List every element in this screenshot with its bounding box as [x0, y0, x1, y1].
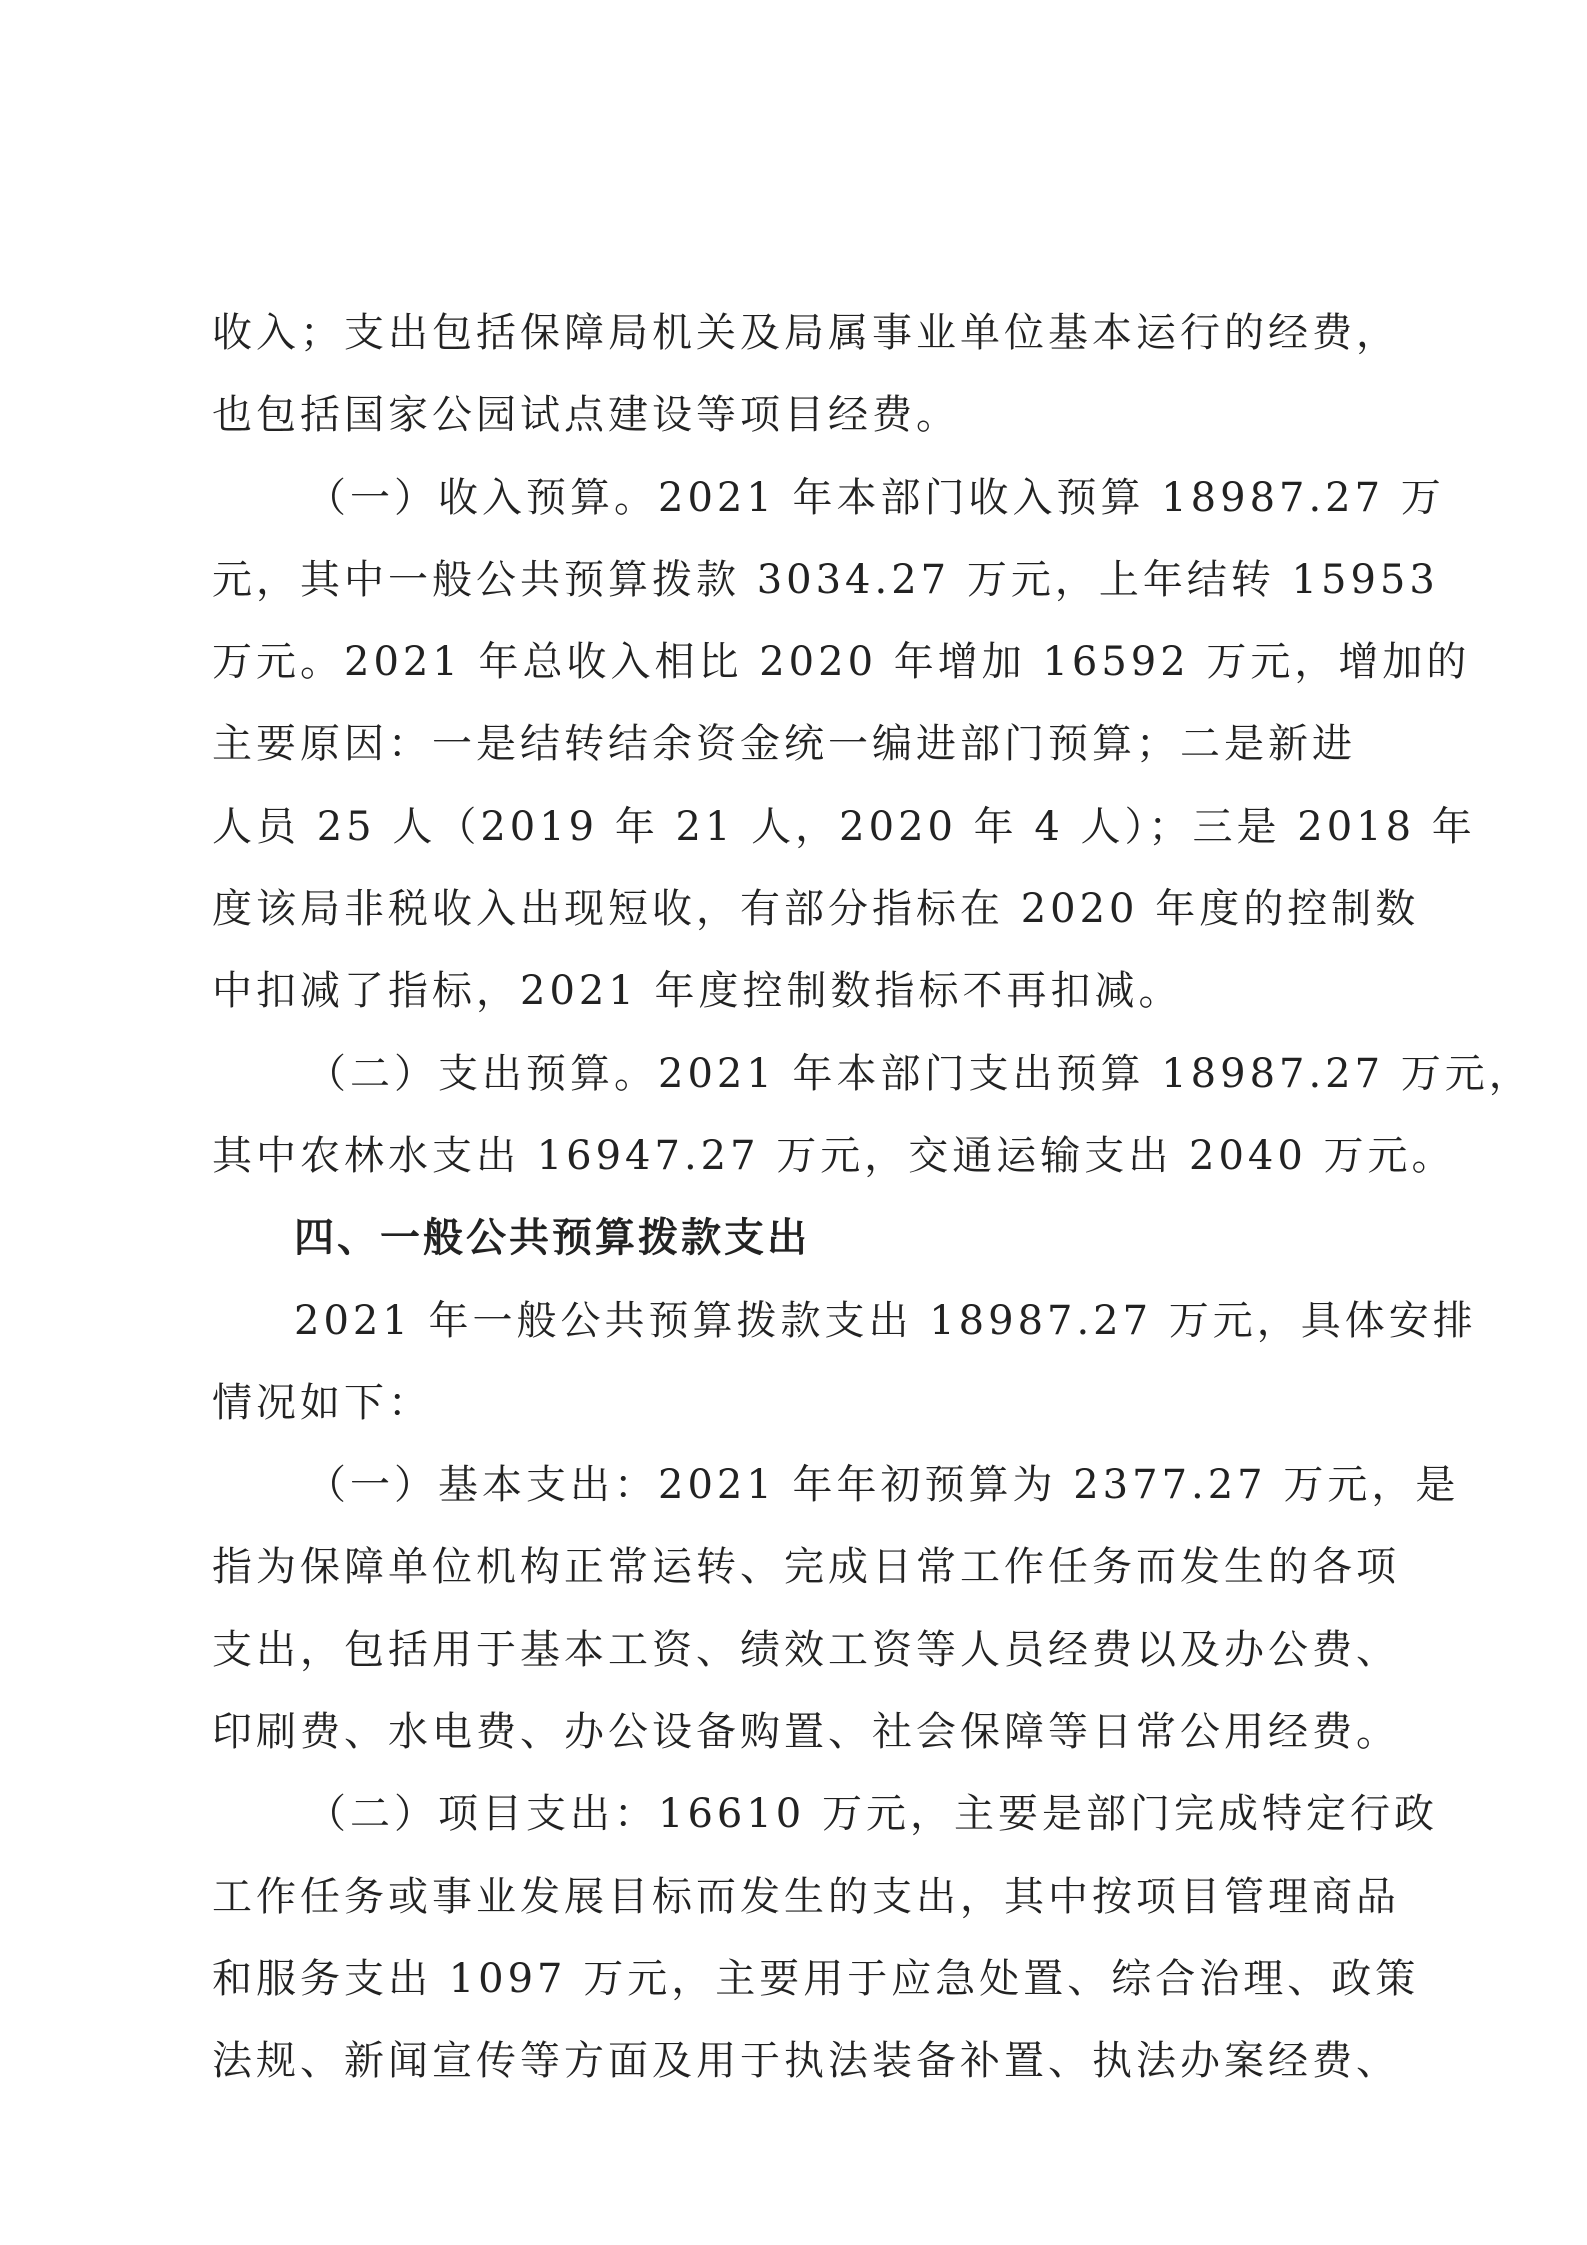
body-text	[212, 292, 1533, 2103]
text-line: 支出，包括用于基本工资、绩效工资等人员经费以及办公费、	[212, 1626, 1400, 1673]
text-line: 主要原因：一是结转结余资金统一编进部门预算；二是新进	[212, 721, 1356, 768]
text-line: 其中农林水支出 16947.27 万元，交通运输支出 2040 万元。	[212, 1132, 1456, 1179]
text-line: （二）支出预算。2021 年本部门支出预算 18987.27 万元，	[306, 1050, 1533, 1097]
text-line: 和服务支出 1097 万元，主要用于应急处置、综合治理、政策	[212, 1955, 1420, 2002]
section-heading: 四、一般公共预算拨款支出	[294, 1215, 810, 1262]
text-line: 万元。2021 年总收入相比 2020 年增加 16592 万元，增加的	[212, 639, 1471, 686]
text-line: （一）收入预算。2021 年本部门收入预算 18987.27 万	[306, 474, 1445, 521]
text-line: （一）基本支出：2021 年年初预算为 2377.27 万元，是	[306, 1462, 1460, 1509]
text-line: （二）项目支出：16610 万元，主要是部门完成特定行政	[306, 1791, 1438, 1838]
text-line: 元，其中一般公共预算拨款 3034.27 万元，上年结转 15953	[212, 556, 1439, 603]
text-line: 工作任务或事业发展目标而发生的支出，其中按项目管理商品	[212, 1873, 1400, 1920]
text-line: 法规、新闻宣传等方面及用于执法装备补置、执法办案经费、	[212, 2038, 1400, 2085]
text-line: 中扣减了指标，2021 年度控制数指标不再扣减。	[212, 968, 1183, 1015]
text-line: 人员 25 人（2019 年 21 人，2020 年 4 人）；三是 2018 年	[212, 803, 1476, 850]
text-line: 印刷费、水电费、办公设备购置、社会保障等日常公用经费。	[212, 1709, 1400, 1756]
text-line: 指为保障单位机构正常运转、完成日常工作任务而发生的各项	[212, 1544, 1400, 1591]
text-line: 度该局非税收入出现短收，有部分指标在 2020 年度的控制数	[212, 886, 1420, 933]
text-line: 2021 年一般公共预算拨款支出 18987.27 万元，具体安排	[294, 1297, 1477, 1344]
text-line: 情况如下：	[212, 1379, 432, 1426]
text-line: 也包括国家公园试点建设等项目经费。	[212, 392, 960, 439]
text-line: 收入；支出包括保障局机关及局属事业单位基本运行的经费，	[212, 310, 1400, 356]
